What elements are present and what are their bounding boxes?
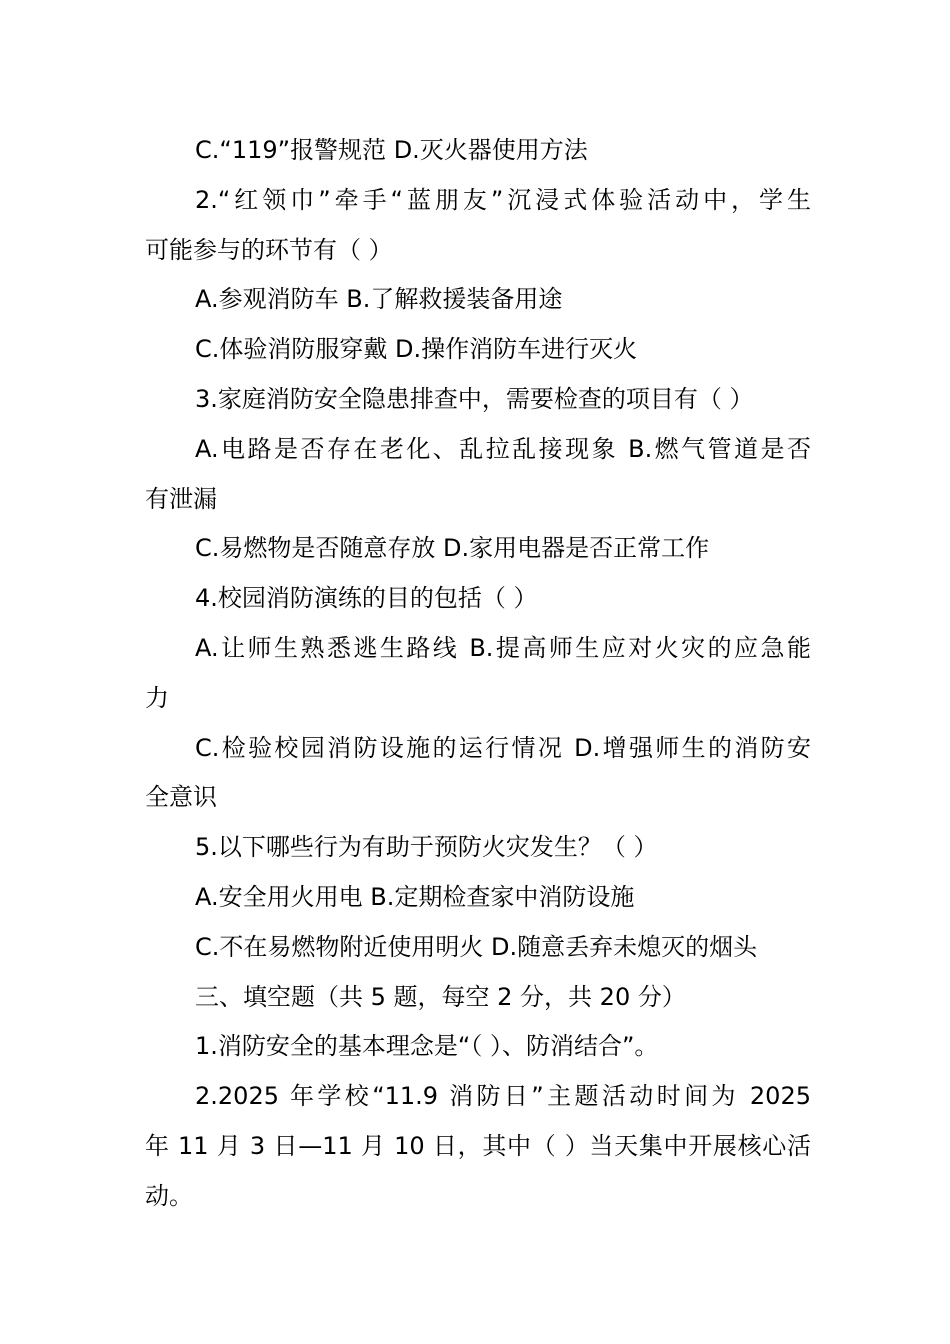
question-5-line: 5.以下哪些行为有助于预防火灾发生？（ ）: [195, 833, 658, 862]
option-line-q3-ab-2: 有泄漏: [145, 484, 217, 513]
question-2-line-1: 2.“红领巾”牵手“蓝朋友”沉浸式体验活动中，学生: [195, 185, 811, 214]
option-line-q3-cd: C.易燃物是否随意存放 D.家用电器是否正常工作: [195, 534, 710, 563]
fill-question-2-line-3: 动。: [145, 1181, 193, 1210]
option-line-q3-ab-1: A.电路是否存在老化、乱拉乱接现象 B.燃气管道是否: [195, 434, 811, 463]
question-4-line: 4.校园消防演练的目的包括（ ）: [195, 584, 538, 613]
fill-question-2-line-1: 2.2025 年学校“11.9 消防日”主题活动时间为 2025: [195, 1082, 811, 1111]
section-heading-fill-in: 三、填空题（共 5 题，每空 2 分，共 20 分）: [195, 982, 686, 1011]
option-line-q4-cd-1: C.检验校园消防设施的运行情况 D.增强师生的消防安: [195, 733, 811, 762]
question-2-line-2: 可能参与的环节有（ ）: [145, 235, 393, 264]
option-line-q4-ab-1: A.让师生熟悉逃生路线 B.提高师生应对火灾的应急能: [195, 633, 811, 662]
option-line-q2-cd: C.体验消防服穿戴 D.操作消防车进行灭火: [195, 335, 638, 364]
option-line-q2-ab: A.参观消防车 B.了解救援装备用途: [195, 285, 563, 314]
option-line-q4-cd-2: 全意识: [145, 783, 217, 812]
option-line-q5-cd: C.不在易燃物附近使用明火 D.随意丢弃未熄灭的烟头: [195, 932, 758, 961]
option-line-q1-cd: C.“119”报警规范 D.灭火器使用方法: [195, 136, 588, 164]
fill-question-2-line-2: 年 11 月 3 日—11 月 10 日，其中（ ）当天集中开展核心活: [145, 1131, 811, 1160]
fill-question-1-line: 1.消防安全的基本理念是“（ ）、防消结合”。: [195, 1032, 659, 1061]
document-body: [145, 126, 811, 1222]
question-3-line: 3.家庭消防安全隐患排查中，需要检查的项目有（ ）: [195, 384, 754, 413]
option-line-q4-ab-2: 力: [145, 683, 169, 712]
option-line-q5-ab: A.安全用火用电 B.定期检查家中消防设施: [195, 882, 635, 911]
